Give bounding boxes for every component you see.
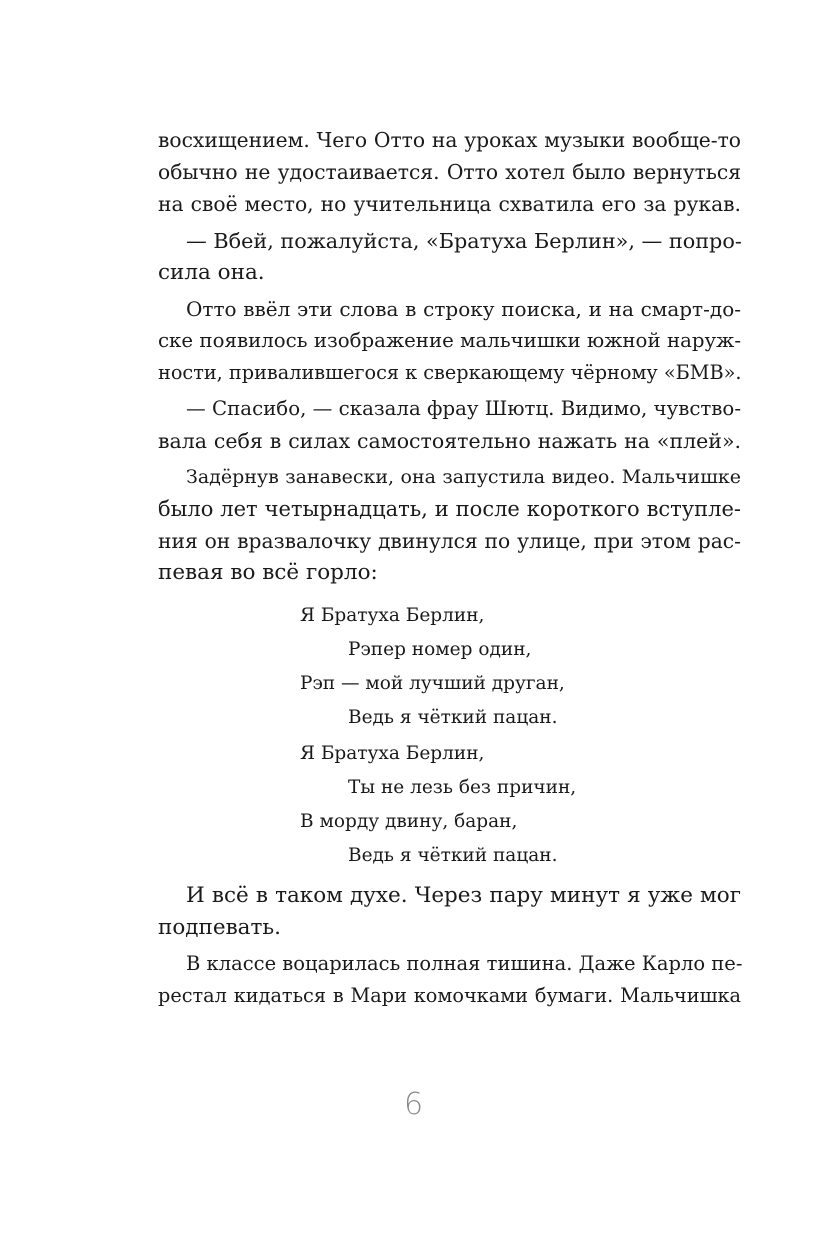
verse-line: Ведь я чёткий пацан. [348, 707, 558, 728]
verse-line: Рэпер номер один, [348, 639, 532, 660]
text-line: обычно не удостаивается. Отто хотел было вернуться [158, 160, 741, 184]
text-line: на своё место, но учительница схватила его за рукав. [158, 192, 741, 216]
verse-line: Рэп — мой лучший друган, [300, 673, 565, 694]
text-line: — Вбей, пожалуйста, «Братуха Берлин», — попро- [186, 229, 742, 253]
text-line: вала себя в силах самостоятельно нажать на «плей». [158, 429, 741, 453]
text-line: сила она. [158, 260, 265, 285]
verse-line: В морду двину, баран, [300, 811, 518, 832]
verse-line: Ты не лезь без причин, [348, 777, 577, 798]
text-line: — Спасибо, — сказала фрау Шютц. Видимо, чувство- [186, 397, 741, 420]
text-line: Отто ввёл эти слова в строку поиска, и на смарт-до- [186, 297, 741, 321]
text-line: Задёрнув занавески, она запустила видео. Мальчишке [186, 466, 741, 488]
verse-line: Я Братуха Берлин, [300, 605, 485, 626]
text-line: И всё в таком духе. Через пару минут я уже мог [186, 883, 741, 908]
page-number: 6 [403, 1087, 424, 1122]
text-line: ния он вразвалочку двинулся по улице, при этом рас- [158, 529, 741, 553]
text-line: восхищением. Чего Отто на уроках музыки вообще-то [158, 128, 741, 152]
text-line: ске появилось изображение мальчишки южной наруж- [158, 329, 741, 352]
verse-line: Ведь я чёткий пацан. [348, 845, 558, 866]
text-line: подпевать. [158, 915, 281, 940]
verse-line: Я Братуха Берлин, [300, 743, 485, 764]
text-line: было лет четырнадцать, и после короткого вступле- [158, 497, 741, 521]
text-line: певая во всё горло: [158, 560, 378, 585]
text-line: ности, привалившегося к сверкающему чёрному «БМВ». [158, 361, 742, 384]
text-line: рестал кидаться в Мари комочками бумаги. Мальчишка [158, 984, 741, 1007]
text-line: В классе воцарилась полная тишина. Даже Карло пе- [186, 952, 743, 975]
